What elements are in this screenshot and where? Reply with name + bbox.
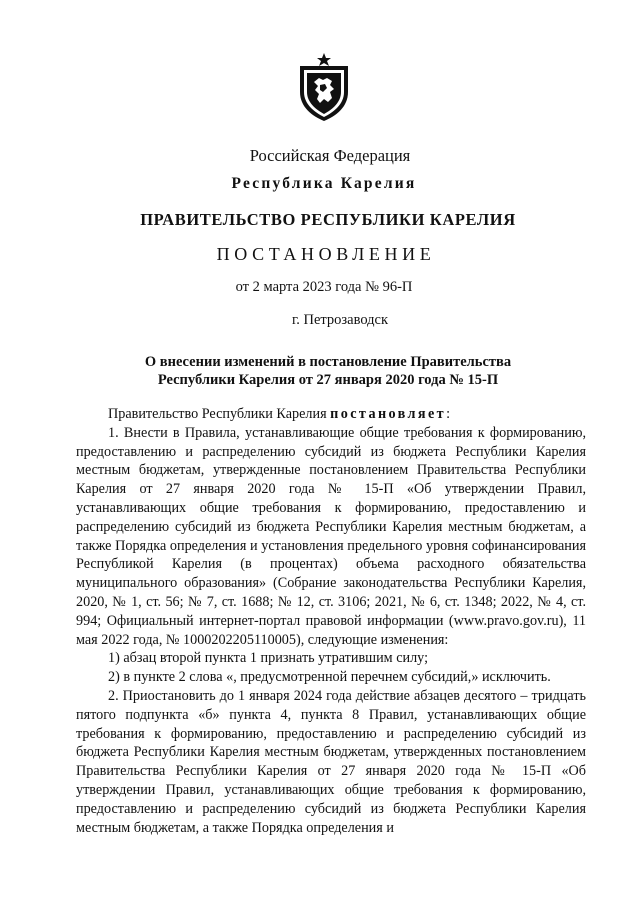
paragraph-1-item-1: 1) абзац второй пункта 1 признать утратившим силу; [108,650,429,667]
subject-line-2: Республики Карелия от 27 января 2020 года № 15-П [157,372,499,388]
date-line: от 2 марта 2023 года № 96-П [235,279,413,295]
intro-prefix: Правительство Республики Карелия [108,406,331,422]
country-name: Российская Федерация [249,146,411,165]
city-line: г. Петрозаводск [291,312,389,328]
republic-name: Республика Карелия [231,175,417,192]
paragraph-1-item-2: 2) в пункте 2 слова «, предусмотренной перечнем субсидий,» исключить. [108,669,551,686]
paragraph-1: 1. Внести в Правила, устанавливающие общие требования к формированию, предоставлению и распределению субсидий из бюджета Республики Карелия местным бюджетам, утвержденные постановлением Правительства Республики Карелия от 27 января 2020 года № 15-П «Об утверждении Правил, устанавливающих общие требования к формированию, предоставлению и распределению субсидий из бюджета Республики Карелия местным бюджетам, а также Порядка определения и установления предельного уровня софинансирования Республикой Карелия (в процентах) объема расходного обязательства муниципального образования» (Собрание законодательства Республики Карелия, 2020, № 1, ст. 56; № 7, ст. 1688; № 12, ст. 3106; 2021, № 6, ст. 1348; 2022, № 4, ст. 994; Официальный интернет-портал правовой информации (www.pravo.gov.ru), 11 мая 2022 года, № 1000202205110005), следующие изменения: [76,424,586,648]
paragraph-2: 2. Приостановить до 1 января 2024 года действие абзацев десятого – тридцать пятого подпункта «б» пункта 4, пункта 8 Правил, устанавливающих общие требования к формированию, предоставлению и распределению субсидий из бюджета Республики Карелия местным бюджетам, утвержденных постановлением Правительства Республики Карелия от 27 января 2020 года № 15-П «Об утверждении Правил, устанавливающих общие требования к формированию, предоставлению и распределению субсидий из бюджета Республики Карелия местным бюджетам, а также Порядка определения и [76,687,586,836]
document-subject [8,353,640,389]
document-type: ПОСТАНОВЛЕНИЕ [216,244,436,264]
intro-suffix: : [446,406,451,422]
subject-line-1: О внесении изменений в постановление Правительства [144,354,512,370]
document-body [76,405,586,837]
karelia-coat-of-arms-icon [296,52,352,122]
intro-decrees-word: постановляет [330,406,447,422]
intro-paragraph [76,405,586,424]
government-title: ПРАВИТЕЛЬСТВО РЕСПУБЛИКИ КАРЕЛИЯ [140,210,516,229]
